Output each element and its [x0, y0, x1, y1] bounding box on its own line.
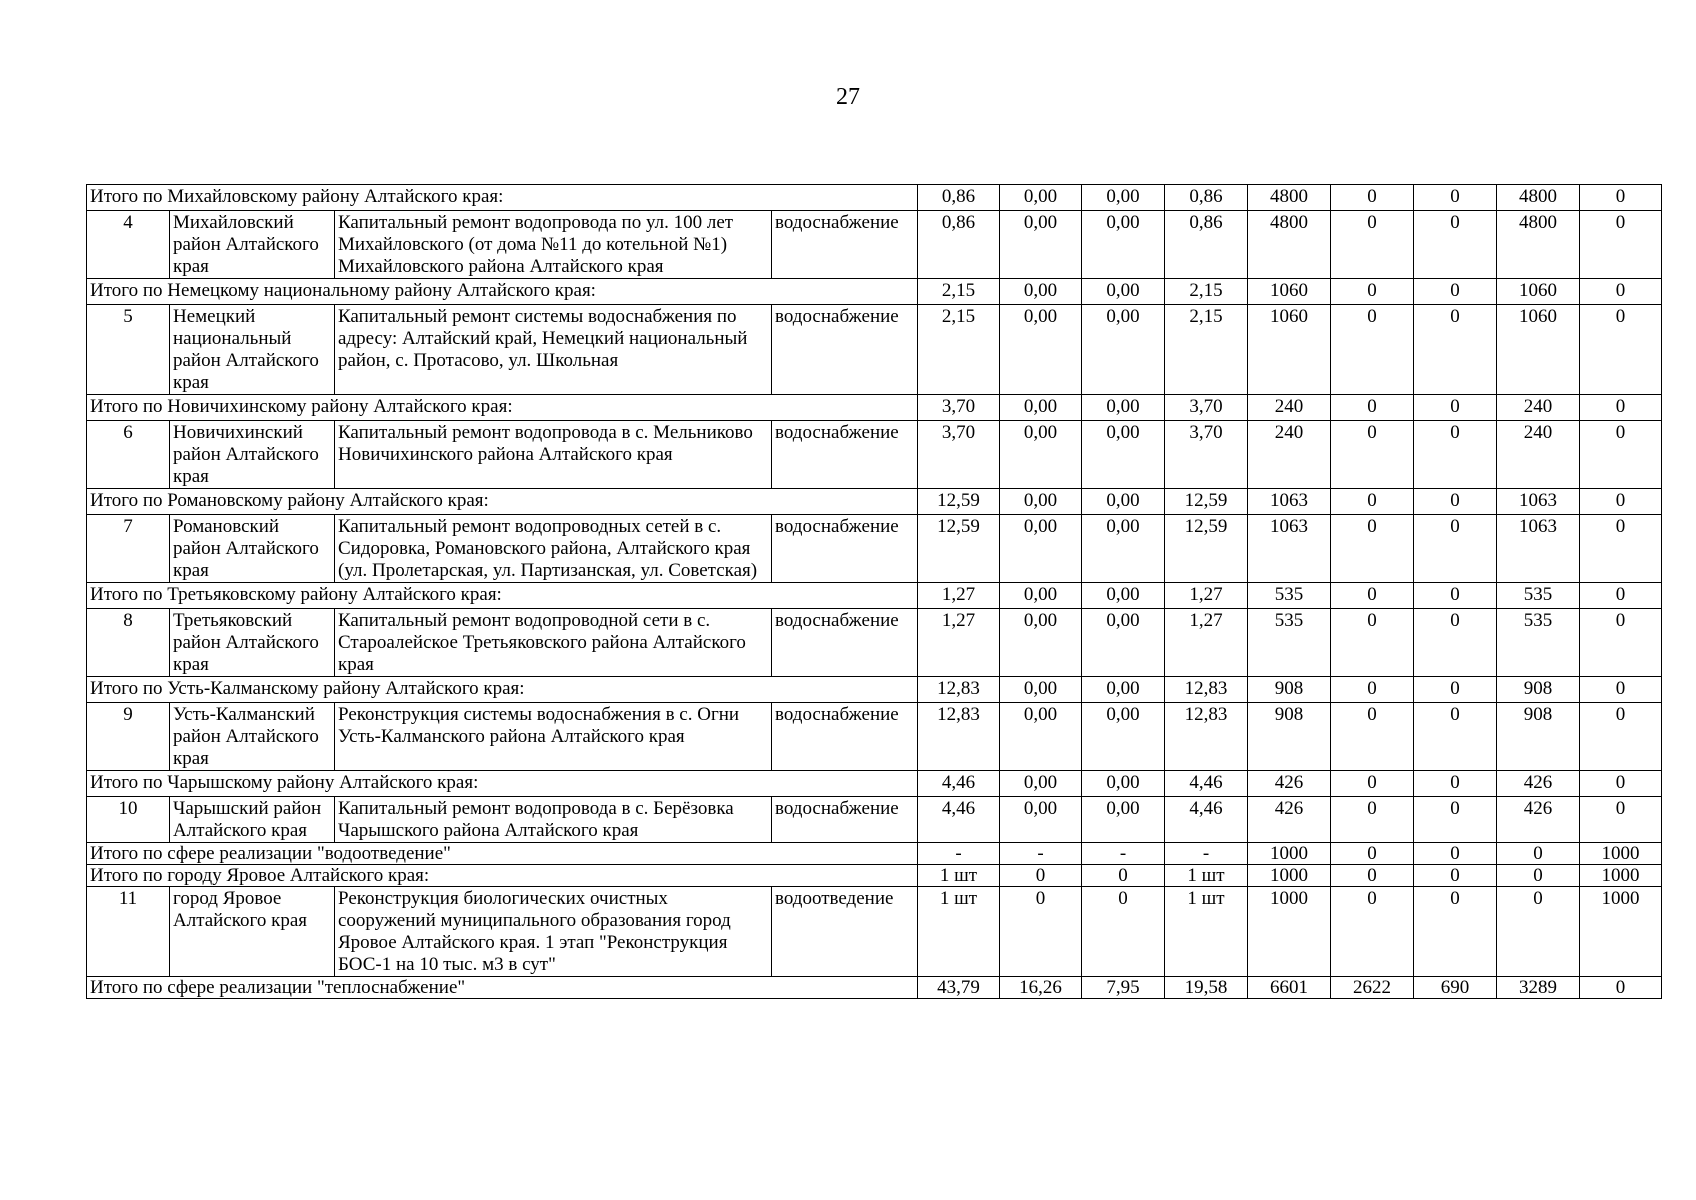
value-cell: 1 шт: [918, 887, 1000, 977]
table-row: [87, 609, 1662, 677]
value-cell: 0: [1414, 797, 1497, 843]
value-cell: 0: [1331, 843, 1414, 865]
value-cell: 426: [1497, 771, 1580, 797]
value-cell: 0: [1082, 865, 1165, 887]
row-number: 10: [87, 797, 170, 843]
value-cell: 0: [1580, 185, 1662, 211]
description-cell: Реконструкция системы водоснабжения в с. Огни Усть-Калманского района Алтайского края: [335, 703, 772, 771]
value-cell: 0,00: [1082, 703, 1165, 771]
value-cell: 1063: [1497, 489, 1580, 515]
value-cell: 0: [1497, 865, 1580, 887]
total-row: [87, 977, 1662, 999]
description-cell: Капитальный ремонт водопроводной сети в с. Староалейское Третьяковского района Алтайского края: [335, 609, 772, 677]
value-cell: 0: [1497, 887, 1580, 977]
value-cell: 1060: [1497, 279, 1580, 305]
total-row: [87, 185, 1662, 211]
value-cell: 0: [1000, 865, 1082, 887]
value-cell: 2622: [1331, 977, 1414, 999]
value-cell: 4800: [1248, 185, 1331, 211]
value-cell: 4,46: [918, 797, 1000, 843]
value-cell: 0,00: [1000, 305, 1082, 395]
total-label: Итого по сфере реализации "теплоснабжение": [87, 977, 918, 999]
value-cell: 0: [1331, 865, 1414, 887]
row-number: 9: [87, 703, 170, 771]
value-cell: 1060: [1248, 279, 1331, 305]
value-cell: 0: [1414, 703, 1497, 771]
value-cell: 0: [1580, 515, 1662, 583]
value-cell: 0,00: [1000, 677, 1082, 703]
value-cell: 43,79: [918, 977, 1000, 999]
value-cell: 12,59: [918, 489, 1000, 515]
value-cell: 0: [1414, 489, 1497, 515]
value-cell: 0: [1580, 677, 1662, 703]
total-label: Итого по Новичихинскому району Алтайского края:: [87, 395, 918, 421]
value-cell: 0: [1414, 843, 1497, 865]
row-number: 11: [87, 887, 170, 977]
district-cell: Чарышский район Алтайского края: [170, 797, 335, 843]
value-cell: 908: [1248, 703, 1331, 771]
value-cell: 0: [1580, 395, 1662, 421]
total-label: Итого по Романовскому району Алтайского края:: [87, 489, 918, 515]
value-cell: 0: [1414, 395, 1497, 421]
table-row: [87, 211, 1662, 279]
row-number: 7: [87, 515, 170, 583]
value-cell: 12,59: [1165, 489, 1248, 515]
value-cell: -: [1000, 843, 1082, 865]
value-cell: 0,86: [918, 185, 1000, 211]
value-cell: 1,27: [1165, 583, 1248, 609]
value-cell: 1060: [1497, 305, 1580, 395]
value-cell: 6601: [1248, 977, 1331, 999]
value-cell: 0: [1331, 703, 1414, 771]
value-cell: 0,00: [1000, 489, 1082, 515]
value-cell: 0: [1580, 489, 1662, 515]
total-label: Итого по Третьяковскому району Алтайского края:: [87, 583, 918, 609]
value-cell: 3,70: [1165, 421, 1248, 489]
value-cell: 3289: [1497, 977, 1580, 999]
value-cell: 535: [1497, 583, 1580, 609]
value-cell: 0,00: [1082, 305, 1165, 395]
value-cell: 4800: [1497, 211, 1580, 279]
total-row: [87, 843, 1662, 865]
value-cell: 12,83: [918, 703, 1000, 771]
value-cell: 0: [1580, 211, 1662, 279]
total-label: Итого по Чарышскому району Алтайского края:: [87, 771, 918, 797]
value-cell: 0: [1414, 211, 1497, 279]
value-cell: 3,70: [918, 421, 1000, 489]
value-cell: 0,00: [1000, 771, 1082, 797]
total-row: [87, 771, 1662, 797]
value-cell: 0: [1414, 583, 1497, 609]
value-cell: 12,83: [1165, 677, 1248, 703]
value-cell: 0,00: [1082, 515, 1165, 583]
value-cell: 0,00: [1082, 185, 1165, 211]
value-cell: 0,00: [1000, 185, 1082, 211]
value-cell: -: [1165, 843, 1248, 865]
investment-table: [86, 184, 1662, 999]
value-cell: 4800: [1497, 185, 1580, 211]
table-row: [87, 421, 1662, 489]
value-cell: 19,58: [1165, 977, 1248, 999]
value-cell: 2,15: [918, 305, 1000, 395]
value-cell: 1000: [1580, 843, 1662, 865]
value-cell: 0,00: [1082, 797, 1165, 843]
sphere-cell: водоснабжение: [772, 421, 918, 489]
value-cell: 0: [1331, 887, 1414, 977]
description-cell: Капитальный ремонт водопроводных сетей в с. Сидоровка, Романовского района, Алтайского края (ул. Пролетарская, ул. Партизанская, ул. Советская): [335, 515, 772, 583]
value-cell: 0: [1082, 887, 1165, 977]
value-cell: 2,15: [918, 279, 1000, 305]
value-cell: 0: [1331, 395, 1414, 421]
value-cell: 1,27: [1165, 609, 1248, 677]
value-cell: 0: [1000, 887, 1082, 977]
value-cell: 0: [1331, 771, 1414, 797]
value-cell: 535: [1248, 583, 1331, 609]
district-cell: город Яровое Алтайского края: [170, 887, 335, 977]
value-cell: 0,00: [1082, 279, 1165, 305]
value-cell: 0: [1414, 185, 1497, 211]
district-cell: Усть-Калманский район Алтайского края: [170, 703, 335, 771]
value-cell: 535: [1248, 609, 1331, 677]
value-cell: 0: [1331, 421, 1414, 489]
sphere-cell: водоснабжение: [772, 797, 918, 843]
value-cell: 0: [1580, 305, 1662, 395]
value-cell: 0,00: [1000, 279, 1082, 305]
value-cell: 0: [1414, 887, 1497, 977]
total-row: [87, 395, 1662, 421]
sphere-cell: водоснабжение: [772, 703, 918, 771]
value-cell: 0,00: [1082, 211, 1165, 279]
table-row: [87, 797, 1662, 843]
total-row: [87, 489, 1662, 515]
total-row: [87, 865, 1662, 887]
value-cell: 240: [1497, 395, 1580, 421]
value-cell: 0: [1414, 677, 1497, 703]
total-row: [87, 279, 1662, 305]
value-cell: 4,46: [1165, 797, 1248, 843]
value-cell: 1063: [1248, 489, 1331, 515]
value-cell: 0: [1331, 609, 1414, 677]
sphere-cell: водоснабжение: [772, 305, 918, 395]
value-cell: 1000: [1248, 843, 1331, 865]
value-cell: 0: [1414, 609, 1497, 677]
value-cell: 426: [1248, 771, 1331, 797]
value-cell: 0,00: [1082, 609, 1165, 677]
value-cell: 0: [1414, 279, 1497, 305]
value-cell: 0,00: [1000, 421, 1082, 489]
value-cell: 0: [1414, 305, 1497, 395]
value-cell: 0,00: [1000, 703, 1082, 771]
total-label: Итого по Немецкому национальному району Алтайского края:: [87, 279, 918, 305]
value-cell: 12,59: [918, 515, 1000, 583]
district-cell: Михайловский район Алтайского края: [170, 211, 335, 279]
value-cell: 12,59: [1165, 515, 1248, 583]
value-cell: 690: [1414, 977, 1497, 999]
value-cell: 1063: [1497, 515, 1580, 583]
district-cell: Немецкий национальный район Алтайского края: [170, 305, 335, 395]
value-cell: 0,00: [1082, 771, 1165, 797]
value-cell: 0,00: [1082, 677, 1165, 703]
value-cell: 1 шт: [1165, 865, 1248, 887]
value-cell: 0,86: [1165, 211, 1248, 279]
value-cell: 4,46: [1165, 771, 1248, 797]
value-cell: 426: [1248, 797, 1331, 843]
table-row: [87, 515, 1662, 583]
value-cell: 16,26: [1000, 977, 1082, 999]
value-cell: 535: [1497, 609, 1580, 677]
value-cell: -: [1082, 843, 1165, 865]
value-cell: 0: [1497, 843, 1580, 865]
value-cell: 0: [1331, 677, 1414, 703]
value-cell: 2,15: [1165, 279, 1248, 305]
table-row: [87, 305, 1662, 395]
value-cell: 1000: [1248, 865, 1331, 887]
district-cell: Романовский район Алтайского края: [170, 515, 335, 583]
table-body: [87, 185, 1662, 999]
total-row: [87, 583, 1662, 609]
value-cell: 0,00: [1000, 395, 1082, 421]
value-cell: 0: [1414, 515, 1497, 583]
value-cell: 1000: [1248, 887, 1331, 977]
row-number: 4: [87, 211, 170, 279]
value-cell: -: [918, 843, 1000, 865]
value-cell: 0,86: [1165, 185, 1248, 211]
value-cell: 0,00: [1082, 395, 1165, 421]
description-cell: Реконструкция биологических очистных сооружений муниципального образования город Яровое Алтайского края. 1 этап "Реконструкция БОС-1 на 10 тыс. м3 в сут": [335, 887, 772, 977]
sphere-cell: водоотведение: [772, 887, 918, 977]
value-cell: 4800: [1248, 211, 1331, 279]
value-cell: 240: [1248, 395, 1331, 421]
page-number: 27: [836, 84, 860, 110]
total-label: Итого по Усть-Калманскому району Алтайского края:: [87, 677, 918, 703]
table-row: [87, 703, 1662, 771]
value-cell: 0: [1580, 797, 1662, 843]
value-cell: 0: [1580, 279, 1662, 305]
value-cell: 0,00: [1082, 421, 1165, 489]
value-cell: 1060: [1248, 305, 1331, 395]
value-cell: 1 шт: [918, 865, 1000, 887]
value-cell: 0: [1580, 771, 1662, 797]
value-cell: 1 шт: [1165, 887, 1248, 977]
value-cell: 0: [1331, 583, 1414, 609]
description-cell: Капитальный ремонт водопровода в с. Берёзовка Чарышского района Алтайского края: [335, 797, 772, 843]
value-cell: 0: [1580, 977, 1662, 999]
value-cell: 0,86: [918, 211, 1000, 279]
description-cell: Капитальный ремонт водопровода в с. Мельниково Новичихинского района Алтайского края: [335, 421, 772, 489]
sphere-cell: водоснабжение: [772, 609, 918, 677]
value-cell: 7,95: [1082, 977, 1165, 999]
value-cell: 0,00: [1082, 489, 1165, 515]
value-cell: 0: [1580, 609, 1662, 677]
value-cell: 0: [1580, 421, 1662, 489]
value-cell: 0,00: [1000, 797, 1082, 843]
row-number: 6: [87, 421, 170, 489]
value-cell: 3,70: [918, 395, 1000, 421]
district-cell: Третьяковский район Алтайского края: [170, 609, 335, 677]
value-cell: 0: [1580, 703, 1662, 771]
value-cell: 0,00: [1000, 515, 1082, 583]
value-cell: 0: [1414, 865, 1497, 887]
table-row: [87, 887, 1662, 977]
total-label: Итого по Михайловскому району Алтайского края:: [87, 185, 918, 211]
description-cell: Капитальный ремонт системы водоснабжения по адресу: Алтайский край, Немецкий национальный район, с. Протасово, ул. Школьная: [335, 305, 772, 395]
value-cell: 240: [1248, 421, 1331, 489]
total-label: Итого по сфере реализации "водоотведение": [87, 843, 918, 865]
row-number: 8: [87, 609, 170, 677]
value-cell: 0: [1580, 583, 1662, 609]
value-cell: 1063: [1248, 515, 1331, 583]
value-cell: 0: [1331, 515, 1414, 583]
value-cell: 0: [1331, 211, 1414, 279]
value-cell: 1,27: [918, 583, 1000, 609]
value-cell: 908: [1497, 677, 1580, 703]
value-cell: 0: [1331, 185, 1414, 211]
value-cell: 0: [1331, 489, 1414, 515]
value-cell: 0,00: [1000, 609, 1082, 677]
value-cell: 0: [1414, 421, 1497, 489]
value-cell: 0,00: [1082, 583, 1165, 609]
value-cell: 908: [1497, 703, 1580, 771]
value-cell: 240: [1497, 421, 1580, 489]
total-row: [87, 677, 1662, 703]
value-cell: 0: [1331, 279, 1414, 305]
value-cell: 2,15: [1165, 305, 1248, 395]
value-cell: 12,83: [1165, 703, 1248, 771]
total-label: Итого по городу Яровое Алтайского края:: [87, 865, 918, 887]
value-cell: 1000: [1580, 887, 1662, 977]
value-cell: 1,27: [918, 609, 1000, 677]
sphere-cell: водоснабжение: [772, 211, 918, 279]
value-cell: 0,00: [1000, 583, 1082, 609]
value-cell: 908: [1248, 677, 1331, 703]
description-cell: Капитальный ремонт водопровода по ул. 100 лет Михайловского (от дома №11 до котельной №1) Михайловского района Алтайского края: [335, 211, 772, 279]
value-cell: 0: [1414, 771, 1497, 797]
sphere-cell: водоснабжение: [772, 515, 918, 583]
value-cell: 0: [1331, 305, 1414, 395]
value-cell: 0,00: [1000, 211, 1082, 279]
value-cell: 0: [1331, 797, 1414, 843]
district-cell: Новичихинский район Алтайского края: [170, 421, 335, 489]
value-cell: 4,46: [918, 771, 1000, 797]
value-cell: 3,70: [1165, 395, 1248, 421]
value-cell: 1000: [1580, 865, 1662, 887]
value-cell: 426: [1497, 797, 1580, 843]
row-number: 5: [87, 305, 170, 395]
value-cell: 12,83: [918, 677, 1000, 703]
